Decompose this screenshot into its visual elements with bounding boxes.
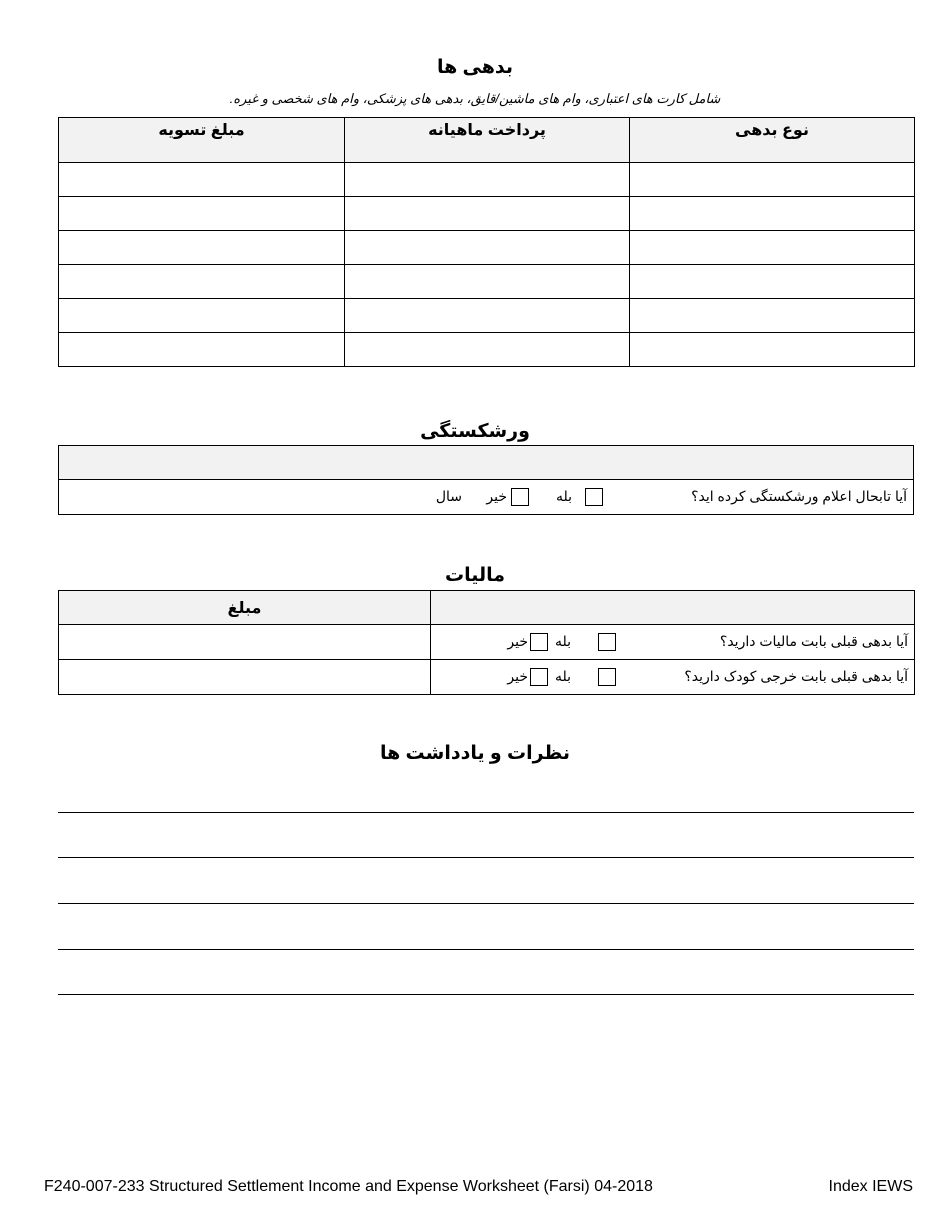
taxes-amount-header: مبلغ: [59, 591, 431, 625]
table-row: [59, 299, 915, 333]
note-line[interactable]: [58, 812, 914, 813]
bankruptcy-no-label: خیر: [486, 488, 507, 504]
child-support-no-checkbox[interactable]: [530, 668, 548, 686]
taxes-header-row: [59, 591, 915, 625]
table-row: [59, 231, 915, 265]
debt-type-cell[interactable]: [630, 299, 915, 333]
table-row: [59, 265, 915, 299]
bankruptcy-cell: [59, 480, 914, 515]
bankruptcy-header-row: [59, 446, 914, 480]
debts-table: [58, 117, 915, 367]
bankruptcy-no-checkbox[interactable]: [511, 488, 529, 506]
monthly-payment-cell[interactable]: [345, 299, 630, 333]
payoff-amount-cell[interactable]: [59, 231, 345, 265]
monthly-payment-cell[interactable]: [345, 265, 630, 299]
table-row: [59, 333, 915, 367]
payoff-amount-cell[interactable]: [59, 197, 345, 231]
debts-header-row: [59, 118, 915, 163]
debt-type-cell[interactable]: [630, 231, 915, 265]
monthly-payment-cell[interactable]: [345, 197, 630, 231]
table-row: [59, 625, 915, 660]
bankruptcy-row: [59, 480, 914, 515]
debts-title: بدهی ها: [436, 57, 514, 78]
debt-type-cell[interactable]: [630, 265, 915, 299]
table-row: [59, 660, 915, 695]
bankruptcy-table: [58, 445, 914, 515]
tax-debt-no-label: خیر: [507, 633, 528, 649]
debts-subtitle: شامل کارت های اعتباری، وام های ماشین/قایق، بدهی های پزشکی، وام های شخصی و غیره.: [229, 91, 721, 106]
monthly-payment-cell[interactable]: [345, 231, 630, 265]
payoff-amount-cell[interactable]: [59, 299, 345, 333]
debt-type-cell[interactable]: [630, 333, 915, 367]
tax-question-cell: [431, 625, 915, 660]
taxes-header-question-cell: [431, 591, 915, 625]
note-line[interactable]: [58, 903, 914, 904]
payoff-amount-cell[interactable]: [59, 163, 345, 197]
monthly-payment-cell[interactable]: [345, 163, 630, 197]
child-support-question-cell: [431, 660, 915, 695]
monthly-payment-cell[interactable]: [345, 333, 630, 367]
payoff-amount-cell[interactable]: [59, 333, 345, 367]
payoff-amount-cell[interactable]: [59, 265, 345, 299]
tax-debt-yes-label: بله: [554, 633, 571, 649]
footer-index: Index IEWS: [828, 1178, 913, 1195]
table-row: [59, 197, 915, 231]
debt-type-cell[interactable]: [630, 197, 915, 231]
debt-type-cell[interactable]: [630, 163, 915, 197]
note-line[interactable]: [58, 949, 914, 950]
table-row: [59, 163, 915, 197]
child-support-amount-cell[interactable]: [59, 660, 431, 695]
taxes-title: مالیات: [444, 565, 505, 586]
note-line[interactable]: [58, 857, 914, 858]
taxes-table: [58, 590, 915, 695]
child-support-question: آیا بدهی قبلی بابت خرجی کودک دارید؟: [684, 668, 908, 684]
bankruptcy-yes-label: بله: [555, 488, 572, 504]
header-payoff-amount: مبلغ تسویه: [59, 118, 345, 163]
tax-amount-cell[interactable]: [59, 625, 431, 660]
bankruptcy-question: آیا تابحال اعلام ورشکستگی کرده اید؟: [691, 488, 907, 504]
child-support-yes-label: بله: [554, 668, 571, 684]
tax-debt-no-checkbox[interactable]: [530, 633, 548, 651]
tax-debt-yes-checkbox[interactable]: [598, 633, 616, 651]
child-support-no-label: خیر: [507, 668, 528, 684]
bankruptcy-title: ورشکستگی: [420, 421, 530, 442]
bankruptcy-header-cell: [59, 446, 914, 480]
bankruptcy-yes-checkbox[interactable]: [585, 488, 603, 506]
child-support-yes-checkbox[interactable]: [598, 668, 616, 686]
header-debt-type: نوع بدهی: [630, 118, 915, 163]
notes-title: نظرات و یادداشت ها: [379, 743, 571, 764]
header-monthly-payment: پرداخت ماهیانه: [345, 118, 630, 163]
tax-debt-question: آیا بدهی قبلی بابت مالیات دارید؟: [719, 633, 908, 649]
note-line[interactable]: [58, 994, 914, 995]
bankruptcy-year-label: سال: [435, 488, 462, 504]
footer-form-id: F240-007-233 Structured Settlement Income and Expense Worksheet (Farsi) 04-2018: [44, 1178, 653, 1195]
